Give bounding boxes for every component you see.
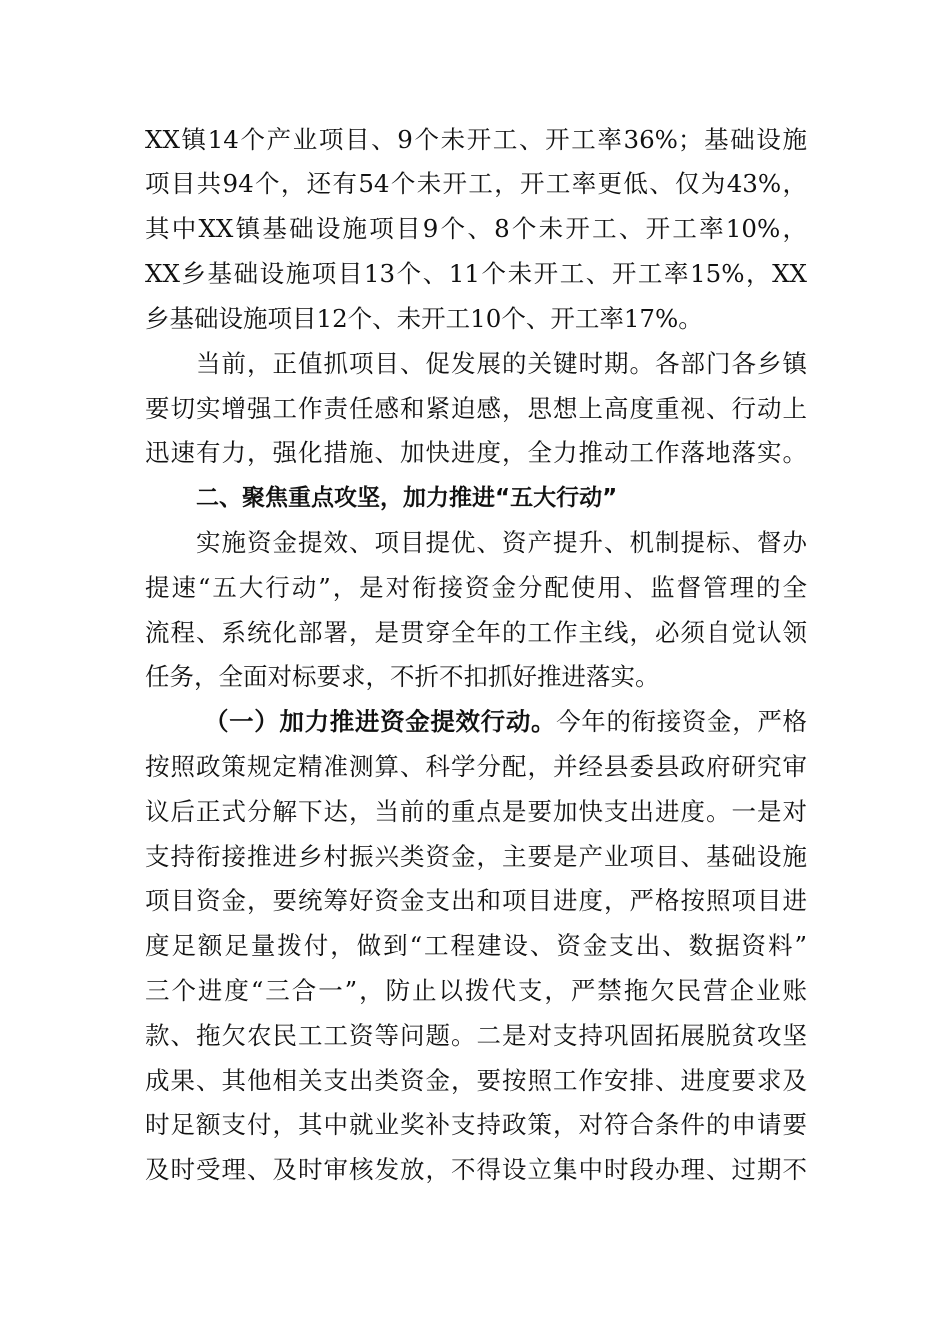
subsection-heading: （一）加力推进资金提效行动。	[204, 707, 557, 736]
paragraph-4-line-1	[204, 700, 807, 744]
paragraph-1-line-4: XX乡基础设施项目13个、11个未开工、开工率15%，XX	[145, 259, 807, 288]
paragraph-4-line-6: 度足额足量拨付，做到“工程建设、资金支出、数据资料”	[145, 931, 807, 960]
paragraph-3-line-4: 任务，全面对标要求，不折不扣抓好推进落实。	[145, 662, 660, 691]
paragraph-4-line-2: 按照政策规定精准测算、科学分配，并经县委县政府研究审	[145, 752, 807, 781]
paragraph-4-line-11: 及时受理、及时审核发放，不得设立集中时段办理、过期不	[145, 1155, 807, 1184]
paragraph-1-line-1: XX镇14个产业项目、9个未开工、开工率36%；基础设施	[145, 125, 807, 154]
paragraph-4-line-3: 议后正式分解下达，当前的重点是要加快支出进度。一是对	[145, 797, 807, 826]
section-heading: 二、聚焦重点攻坚，加力推进“五大行动”	[196, 485, 618, 511]
paragraph-2-line-2: 要切实增强工作责任感和紧迫感，思想上高度重视、行动上	[145, 394, 807, 423]
paragraph-4-line-9: 成果、其他相关支出类资金，要按照工作安排、进度要求及	[145, 1066, 807, 1095]
paragraph-4-line-7: 三个进度“三合一”，防止以拨代支，严禁拖欠民营企业账	[145, 976, 807, 1005]
paragraph-2-line-3: 迅速有力，强化措施、加快进度，全力推动工作落地落实。	[145, 438, 807, 467]
paragraph-1-line-2: 项目共94个，还有54个未开工，开工率更低、仅为43%，	[145, 169, 807, 198]
paragraph-3-line-1: 实施资金提效、项目提优、资产提升、机制提标、督办	[196, 528, 807, 557]
paragraph-4-line-5: 项目资金，要统筹好资金支出和项目进度，严格按照项目进	[145, 886, 807, 915]
paragraph-4-line-10: 时足额支付，其中就业奖补支持政策，对符合条件的申请要	[145, 1110, 807, 1139]
paragraph-4-line-1-text: 今年的衔接资金，严格	[556, 707, 807, 736]
paragraph-1-line-3: 其中XX镇基础设施项目9个、8个未开工、开工率10%，	[145, 214, 807, 243]
paragraph-1-line-5: 乡基础设施项目12个、未开工10个、开工率17%。	[145, 304, 703, 333]
paragraph-3-line-3: 流程、系统化部署，是贯穿全年的工作主线，必须自觉认领	[145, 618, 807, 647]
paragraph-2-line-1: 当前，正值抓项目、促发展的关键时期。各部门各乡镇	[196, 349, 807, 378]
paragraph-3-line-2: 提速“五大行动”，是对衔接资金分配使用、监督管理的全	[145, 573, 807, 602]
paragraph-4-line-8: 款、拖欠农民工工资等问题。二是对支持巩固拓展脱贫攻坚	[145, 1021, 807, 1050]
paragraph-4-line-4: 支持衔接推进乡村振兴类资金，主要是产业项目、基础设施	[145, 842, 807, 871]
